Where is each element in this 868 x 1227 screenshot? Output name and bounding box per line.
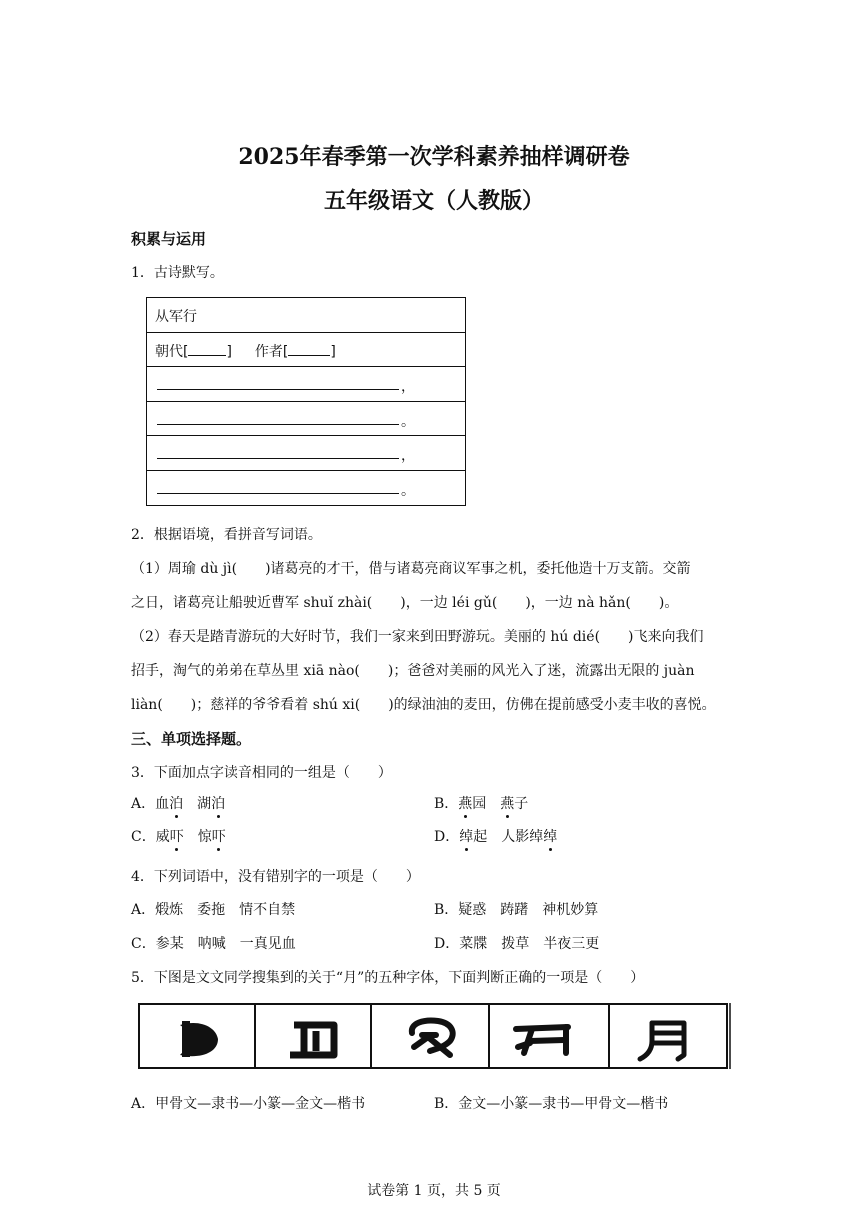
dynasty-bracket: ]: [226, 343, 232, 360]
glyph-bronze-moon-icon: [516, 1027, 568, 1053]
poem-title-row: [147, 298, 465, 333]
exam-subtitle: 五年级语文（人教版）: [323, 188, 544, 214]
poem-line-blank[interactable]: [157, 424, 399, 425]
dynasty-blank[interactable]: [188, 355, 226, 356]
author-bracket: ]: [330, 343, 336, 360]
glyph-seal-moon-icon: [412, 1021, 453, 1056]
author-blank[interactable]: [288, 355, 330, 356]
glyph-regular-moon-icon: [640, 1023, 684, 1059]
q4-option-a[interactable]: A．煅炼 委拖 情不自禁: [131, 902, 296, 918]
poem-line-punct: 。: [401, 482, 415, 499]
q2-paragraph1-line2: 之日，诸葛亮让船驶近曹军 shuǐ zhài( )，一边 léi gǔ( )，一边 nà hǎn( )。: [131, 595, 679, 611]
q2-paragraph2-line2: 招手，淘气的弟弟在草丛里 xiā nào( )；爸爸对美丽的风光入了迷，流露出无限的 juàn: [131, 663, 695, 679]
author-label: 作者[: [254, 343, 289, 360]
section-heading-accumulation: 积累与运用: [131, 230, 207, 248]
q1-prompt: 1．古诗默写。: [131, 265, 224, 281]
poem-title: 从军行: [155, 309, 197, 325]
poem-meta: [155, 341, 336, 361]
q2-paragraph1-line1: （1）周瑜 dù jì( )诸葛亮的才干，借与诸葛亮商议军事之机，委托他造十万支箭。交箭: [131, 561, 691, 577]
glyph-drawings: [138, 1003, 732, 1069]
poem-line-punct: 。: [401, 413, 415, 430]
poem-line-row: [147, 367, 465, 402]
glyph-square-moon-icon: [290, 1025, 334, 1055]
q3-option-d[interactable]: D．绰起 人影绰绰: [434, 826, 557, 846]
q5-option-b[interactable]: B．金文—小篆—隶书—甲骨文—楷书: [434, 1096, 669, 1112]
q4-prompt: 4．下列词语中，没有错别字的一项是（ ）: [131, 869, 420, 885]
poem-table: [146, 297, 466, 506]
section-heading-single-choice: 三、单项选择题。: [131, 730, 252, 748]
q3-option-c[interactable]: C．威吓 惊吓: [131, 826, 226, 846]
q2-paragraph2-line3: liàn( )；慈祥的爷爷看着 shú xi( )的绿油油的麦田，仿佛在提前感受小麦丰收的喜悦。: [131, 697, 716, 713]
poem-line-row: [147, 471, 465, 506]
q4-option-c[interactable]: C．参某 呐喊 一真见血: [131, 936, 296, 952]
poem-line-blank[interactable]: [157, 389, 399, 390]
q2-paragraph2-line1: （2）春天是踏青游玩的大好时节，我们一家来到田野游玩。美丽的 hú dié( )飞来向我们: [131, 629, 704, 645]
q4-option-b[interactable]: B．疑惑 踌躇 神机妙算: [434, 902, 599, 918]
page-footer: 试卷第 1 页，共 5 页: [367, 1183, 501, 1199]
poem-line-blank[interactable]: [157, 493, 399, 494]
glyph-oracle-moon-icon: [180, 1021, 218, 1057]
q3-option-b[interactable]: B．燕园 燕子: [434, 793, 528, 813]
poem-line-punct: ，: [401, 379, 415, 395]
q5-prompt: 5．下图是文文同学搜集到的关于“月”的五种字体，下面判断正确的一项是（ ）: [131, 970, 645, 986]
poem-line-punct: ，: [401, 448, 415, 464]
q5-option-a[interactable]: A．甲骨文—隶书—小篆—金文—楷书: [131, 1096, 366, 1112]
poem-line-blank[interactable]: [157, 458, 399, 459]
exam-title: 2025年春季第一次学科素养抽样调研卷: [238, 144, 630, 170]
moon-script-figure: [138, 1003, 732, 1069]
poem-meta-row: [147, 333, 465, 368]
q2-prompt: 2．根据语境，看拼音写词语。: [131, 527, 322, 543]
dynasty-label: 朝代[: [155, 343, 189, 360]
poem-line-row: [147, 436, 465, 471]
q3-prompt: 3．下面加点字读音相同的一组是（ ）: [131, 765, 392, 781]
q3-option-a[interactable]: A．血泊 湖泊: [131, 793, 225, 813]
poem-line-row: [147, 402, 465, 437]
q4-option-d[interactable]: D．菜牒 拨草 半夜三更: [434, 936, 600, 952]
